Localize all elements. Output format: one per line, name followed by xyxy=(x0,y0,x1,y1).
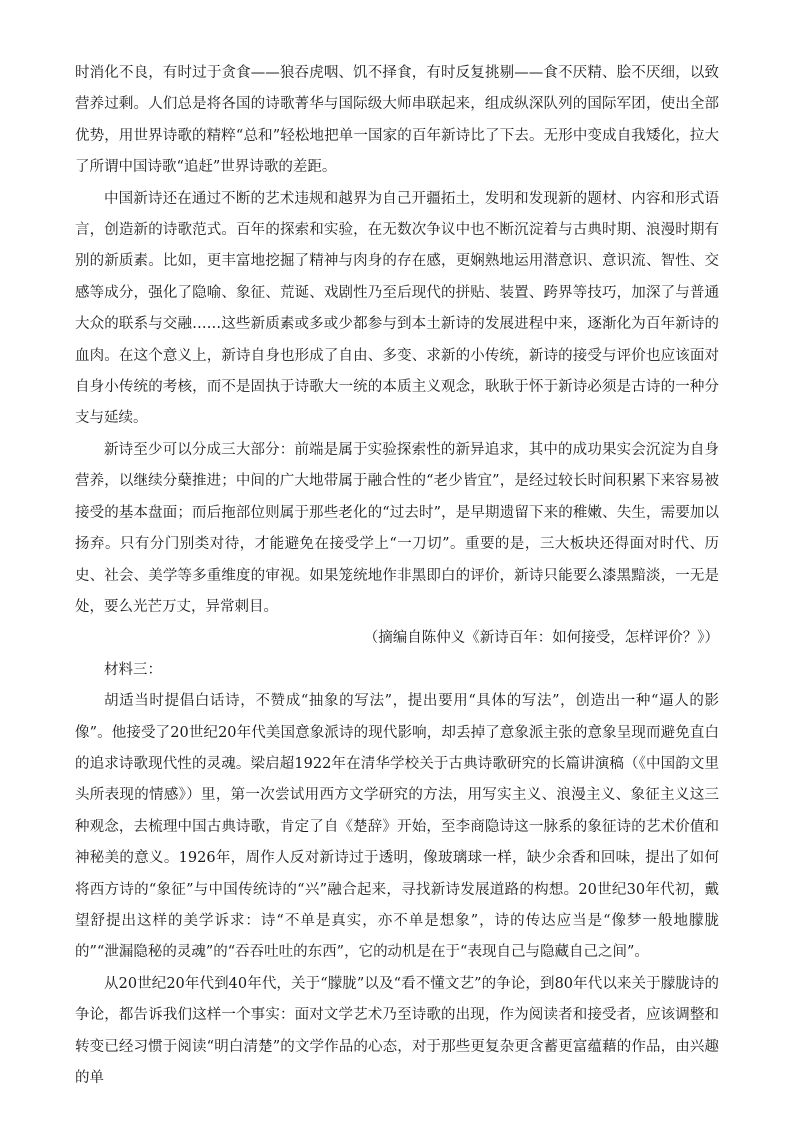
document-body xyxy=(75,58,719,1094)
paragraph: 胡适当时提倡白话诗，不赞成“抽象的写法”，提出要用“具体的写法”，创造出一种“逼人的影像”。他接受了20世纪20年代美国意象派诗的现代影响，却丢掉了意象派主张的意象呈现而避免直白的追求诗歌现代性的灵魂。梁启超1922年在清华学校关于古典诗歌研究的长篇讲演稿（《中国韵文里头所表现的情感》）里，第一次尝试用西方文学研究的方法，用写实主义、浪漫主义、象征主义这三种观念，去梳理中国古典诗歌，肯定了自《楚辞》开始，至李商隐诗这一脉系的象征诗的艺术价值和神秘美的意义。1926年，周作人反对新诗过于透明，像玻璃球一样，缺少余香和回味，提出了如何将西方诗的“象征”与中国传统诗的“兴”融合起来，寻找新诗发展道路的构想。20世纪30年代初，戴望舒提出这样的美学诉求：诗“不单是真实，亦不单是想象”，诗的传达应当是“像梦一般地朦胧的”“泄漏隐秘的灵魂”的“吞吞吐吐的东西”，它的动机是在于“表现自己与隐藏自己之间”。 xyxy=(75,693,719,961)
paragraph: 新诗至少可以分成三大部分：前端是属于实验探索性的新异追求，其中的成功果实会沉淀为自身营养，以继续分蘖推进；中间的广大地带属于融合性的“老少皆宜”，是经过较长时间积累下来容易被接受的基本盘面；而后拖部位则属于那些老化的“过去时”，是早期遗留下来的稚嫩、失生，需要加以扬弃。只有分门别类对待，才能避免在接受学上“一刀切”。重要的是，三大板块还得面对时代、历史、社会、美学等多重维度的审视。如果笼统地作非黑即白的评价，新诗只能要么漆黑黯淡，一无是处，要么光芒万丈，异常刺目。 xyxy=(75,441,719,615)
source-citation: （摘编自陈仲义《新诗百年：如何接受，怎样评价？》） xyxy=(363,630,719,647)
paragraph-continuation: 时消化不良，有时过于贪食——狼吞虎咽、饥不择食，有时反复挑剔——食不厌精、脍不厌细，以致营养过剩。人们总是将各国的诗歌菁华与国际级大师串联起来，组成纵深队列的国际军团，使出全部优势，用世界诗歌的精粹“总和”轻松地把单一国家的百年新诗比了下去。无形中变成自我矮化，拉大了所谓中国诗歌“追赶”世界诗歌的差距。 xyxy=(75,65,719,176)
paragraph: 中国新诗还在通过不断的艺术违规和越界为自己开疆拓土，发明和发现新的题材、内容和形式语言，创造新的诗歌范式。百年的探索和实验，在无数次争议中也不断沉淀着与古典时期、浪漫时期有别的新质素。比如，更丰富地挖掘了精神与肉身的存在感，更娴熟地运用潜意识、意识流、智性、交感等成分，强化了隐喻、象征、荒诞、戏剧性乃至后现代的拼贴、装置、跨界等技巧，加深了与普通大众的联系与交融……这些新质素或多或少都参与到本土新诗的发展进程中来，逐渐化为百年新诗的血肉。在这个意义上，新诗自身也形成了自由、多变、求新的小传统，新诗的接受与评价也应该面对自身小传统的考核，而不是固执于诗歌大一统的本质主义观念，耿耿于怀于新诗必须是古诗的一种分支与延续。 xyxy=(75,190,719,427)
section-heading: 材料三： xyxy=(104,661,162,678)
paragraph: 从20世纪20年代到40年代，关于“朦胧”以及“看不懂文艺”的争论，到80年代以来关于朦胧诗的争论，都告诉我们这样一个事实：面对文学艺术乃至诗歌的出现，作为阅读者和接受者，应该调整和转变已经习惯于阅读“明白清楚”的文学作品的心态，对于那些更复杂更含蓄更富蕴藉的作品，由兴趣的单 xyxy=(75,975,719,1086)
